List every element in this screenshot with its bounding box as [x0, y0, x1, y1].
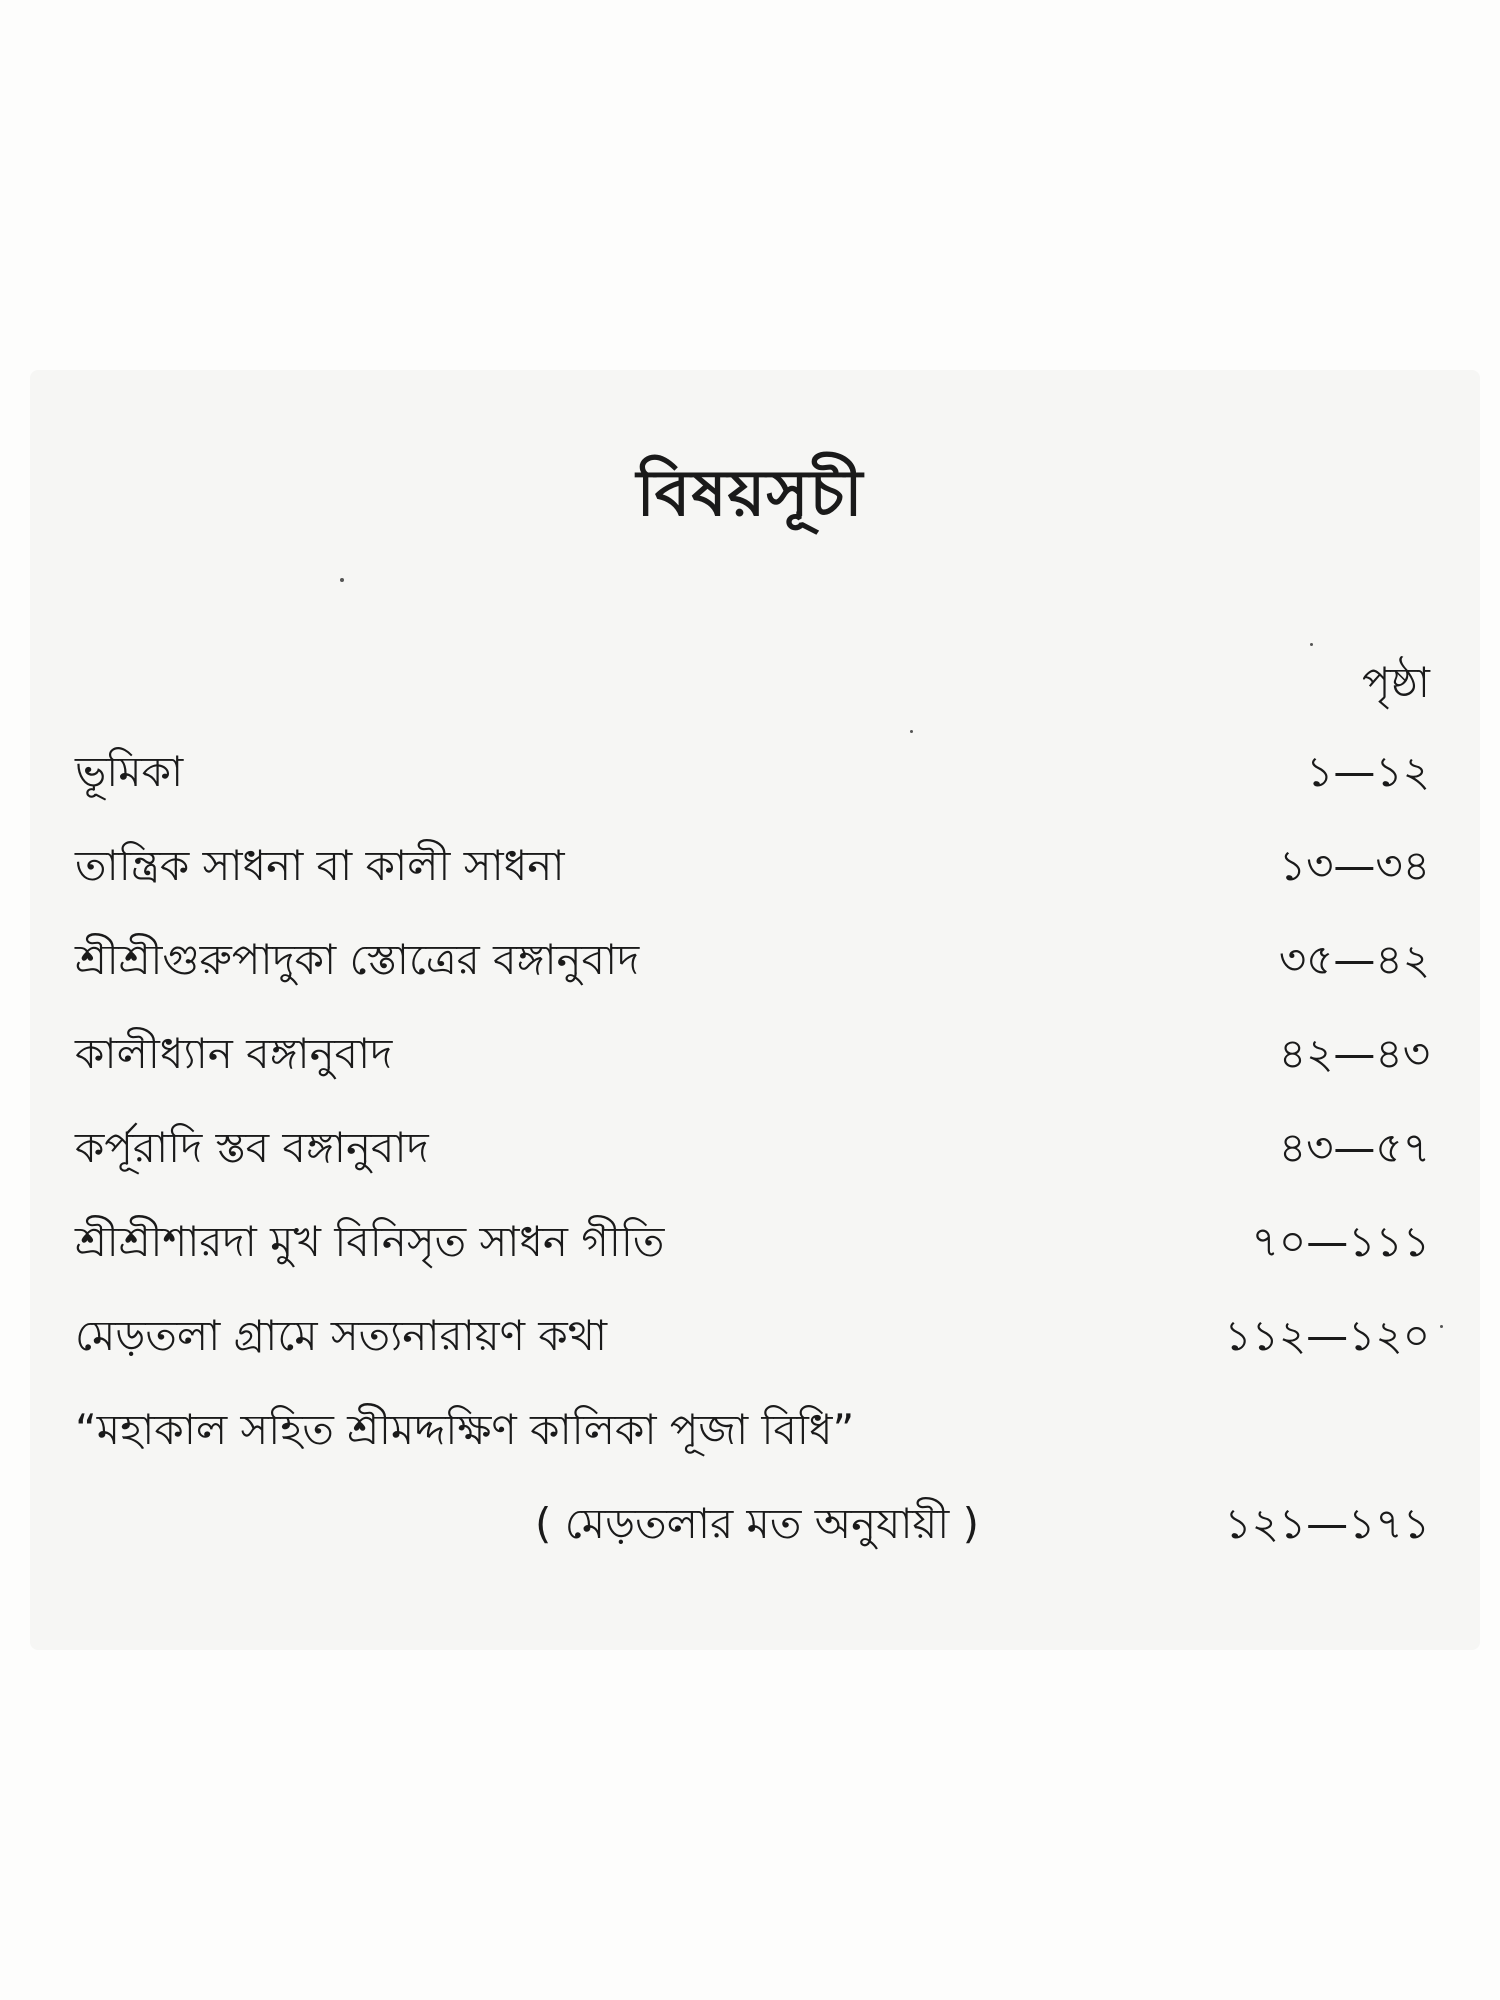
toc-entry-title: মেড়তলা গ্রামে সত্যনারায়ণ কথা	[75, 1311, 608, 1360]
toc-entry-pages: ১—১২	[1306, 747, 1430, 796]
toc-entry	[75, 1195, 1430, 1289]
toc-entry-pages: ১৩—৩৪	[1278, 841, 1430, 890]
toc-entry	[75, 1383, 1430, 1573]
page-column-header: পৃষ্ঠা	[1361, 658, 1430, 707]
toc-entry-title: ভূমিকা	[75, 747, 184, 796]
page-title: বিষয়সূচী	[636, 457, 864, 531]
toc-entry-pages: ৩৫—৪২	[1278, 935, 1430, 984]
toc-entry-pages: ৭০—১১১	[1251, 1217, 1430, 1266]
toc-entry	[75, 725, 1430, 819]
ink-speck	[340, 578, 344, 582]
ink-speck	[1440, 1325, 1443, 1328]
toc-entry-title: শ্রীশ্রীশারদা মুখ বিনিসৃত সাধন গীতি	[75, 1217, 665, 1266]
toc-entry-pages: ৪৩—৫৭	[1278, 1123, 1430, 1172]
toc-entry	[75, 819, 1430, 913]
toc-entry	[75, 1007, 1430, 1101]
toc-entry	[75, 913, 1430, 1007]
toc-entry-pages: ১২১—১৭১	[1224, 1499, 1430, 1548]
toc-entry-title: শ্রীশ্রীগুরুপাদুকা স্তোত্রের বঙ্গানুবাদ	[75, 935, 640, 984]
table-of-contents	[75, 725, 1430, 1573]
toc-entry-title: কর্পূরাদি স্তব বঙ্গানুবাদ	[75, 1123, 429, 1172]
toc-entry	[75, 1289, 1430, 1383]
ink-speck	[1310, 643, 1313, 646]
toc-entry-pages: ১১২—১২০	[1224, 1311, 1430, 1360]
toc-entry-title: “মহাকাল সহিত শ্রীমদ্দক্ষিণ কালিকা পূজা বিধি”	[75, 1405, 855, 1454]
toc-entry-subtitle: ( মেড়তলার মত অনুযায়ী )	[535, 1499, 980, 1548]
toc-entry	[75, 1101, 1430, 1195]
toc-entry-title: কালীধ্যান বঙ্গানুবাদ	[75, 1029, 393, 1078]
toc-entry-title: তান্ত্রিক সাধনা বা কালী সাধনা	[75, 841, 565, 890]
toc-entry-pages: ৪২—৪৩	[1278, 1029, 1430, 1078]
